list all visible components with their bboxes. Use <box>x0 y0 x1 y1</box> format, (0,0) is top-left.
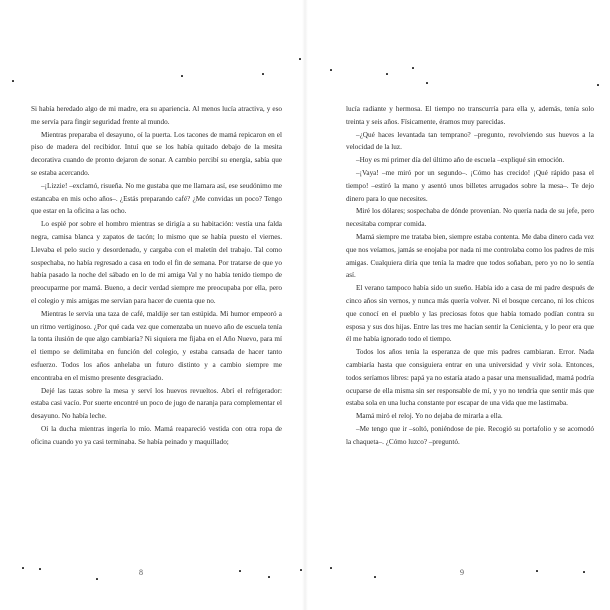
paragraph: –¡Vaya! –me miró por un segundo–. ¡Cómo has crecido! ¡Qué rápido pasa el tiempo! –estiró la mano y asentó unos billetes arrugados sobre la mesa–. Te dejo dinero para lo que necesites. <box>346 168 594 203</box>
scan-speck <box>412 67 414 69</box>
scan-speck <box>96 578 98 580</box>
page-number: 9 <box>460 568 464 577</box>
scan-speck <box>426 82 428 84</box>
scan-speck <box>239 570 241 572</box>
scan-speck <box>299 58 301 60</box>
paragraph: Mamá siempre me trataba bien, siempre estaba contenta. Me daba dinero cada vez que nos veíamos, jamás se enojaba por nada ni me controlaba como los padres de mis amigas. Cualquiera diría que tenía la madre que todos soñaban, pero yo no lo sentía así. <box>346 232 594 280</box>
right-page-text <box>346 103 594 449</box>
scan-speck <box>386 73 388 75</box>
paragraph: Miré los dólares; sospechaba de dónde provenían. No quería nada de su jefe, pero necesitaba comprar comida. <box>346 207 594 229</box>
scan-speck <box>300 569 302 571</box>
paragraph: Mientras le servía una taza de café, maldije ser tan estúpida. Mi humor empeoró a un ritmo vertiginoso. ¿Por qué cada vez que comenzaba un nuevo año de escuela tenía la tonta ilusión de que algo cambiaría? Ni siquiera me fijaba en el Año Nuevo, para mí el tiempo se delimitaba en función del colegio, y estaba cansada de hacer tanto esfuerzo. Todos los años anhelaba un futuro distinto y a cambio siempre me encontraba en el mismo presente desgraciado. <box>31 309 282 382</box>
scan-speck <box>12 80 14 82</box>
page-number: 8 <box>139 568 143 577</box>
paragraph: Si había heredado algo de mi madre, era su apariencia. Al menos lucía atractiva, y eso me servía para fingir seguridad frente al mundo. <box>31 105 282 126</box>
left-page-text <box>31 103 282 449</box>
paragraph: –Me tengo que ir –soltó, poniéndose de pie. Recogió su portafolio y se acomodó la chaqueta–. ¿Cómo luzco? –preguntó. <box>346 424 594 446</box>
paragraph: El verano tampoco había sido un sueño. Había ido a casa de mi padre después de cinco años sin vernos, y nunca más quería volver. Ni el bosque cercano, ni los chicos que conocí en el pueblo y las preciosas fotos que había tomado podían contra su esposa y sus dos hijas. Entre las tres me hacían sentir la Cenicienta, y lo peor era que él me había ignorado todo el tiempo. <box>346 284 594 344</box>
paragraph: –¡Lizzie! –exclamó, risueña. No me gustaba que me llamara así, ese seudónimo me estancaba en mis ocho años–. ¿Estás preparando café? ¿Me convidas un poco? Tengo que estar en la oficina a las ocho. <box>31 181 282 216</box>
paragraph: –Hoy es mi primer día del último año de escuela –expliqué sin emoción. <box>356 156 565 165</box>
scan-speck <box>330 567 332 569</box>
paragraph: Mamá miró el reloj. Yo no dejaba de mirarla a ella. <box>356 412 503 421</box>
scan-speck <box>181 75 183 77</box>
scan-speck <box>330 69 332 71</box>
paragraph: –¿Qué haces levantada tan temprano? –pregunto, revolviendo sus huevos a la velocidad de la luz. <box>346 130 594 152</box>
paragraph: Dejé las tazas sobre la mesa y serví los huevos revueltos. Abrí el refrigerador: estaba casi vacío. Por suerte encontré un poco de jugo de naranja para complementar el desayuno. No había leche. <box>31 386 282 421</box>
scan-speck <box>262 73 264 75</box>
paragraph: Oí la ducha mientras ingería lo mío. Mamá reapareció vestida con otra ropa de oficina cuando yo ya casi terminaba. Se había peinado y maquillado; <box>31 424 282 446</box>
paragraph: Todos los años tenía la esperanza de que mis padres cambiaran. Error. Nada cambiaría hasta que consiguiera entrar en una universidad y vivir sola. Entonces, todos seríamos libres: papá ya no estaría atado a pasar una mensualidad, mamá podría ocuparse de ella misma sin ser responsable de mí, y yo no tendría que sentir más que estaba sola en una lucha constante por escapar de una vida que me lastimaba. <box>346 348 594 408</box>
scan-speck <box>583 571 585 573</box>
paragraph: Mientras preparaba el desayuno, oí la puerta. Los tacones de mamá repicaron en el piso de madera del recibidor. Intuí que se los había quitado debajo de la mesita decorativa cuando de pronto dejaron de sonar. A cambio percibí su energía, sabía que se estaba acercando. <box>31 130 282 177</box>
scan-speck <box>39 568 41 570</box>
scan-speck <box>597 84 599 86</box>
scan-speck <box>374 576 376 578</box>
scan-speck <box>268 576 270 578</box>
scan-speck <box>536 570 538 572</box>
paragraph: Lo espié por sobre el hombro mientras se dirigía a su habitación: vestía una falda negra, camisa blanca y zapatos de tacón; lo mismo que se había puesto el viernes. Llevaba el pelo sucio y desordenado, y cargaba con el maletín del trabajo. Tal como sospechaba, no había regresado a casa en todo el fin de semana. Por tratarse de que yo había pasado la noche del sábado en lo de mi amiga Val y no había tenido tiempo de preocuparme por mamá. Bueno, a decir verdad siempre me preocupaba por ella, pero el colegio y mis amigas me servían para hacer de cuenta que no. <box>31 220 282 305</box>
paragraph: lucía radiante y hermosa. El tiempo no transcurría para ella y, además, tenía solo treinta y seis años. Físicamente, éramos muy parecidas. <box>346 105 594 126</box>
scan-speck <box>22 567 24 569</box>
